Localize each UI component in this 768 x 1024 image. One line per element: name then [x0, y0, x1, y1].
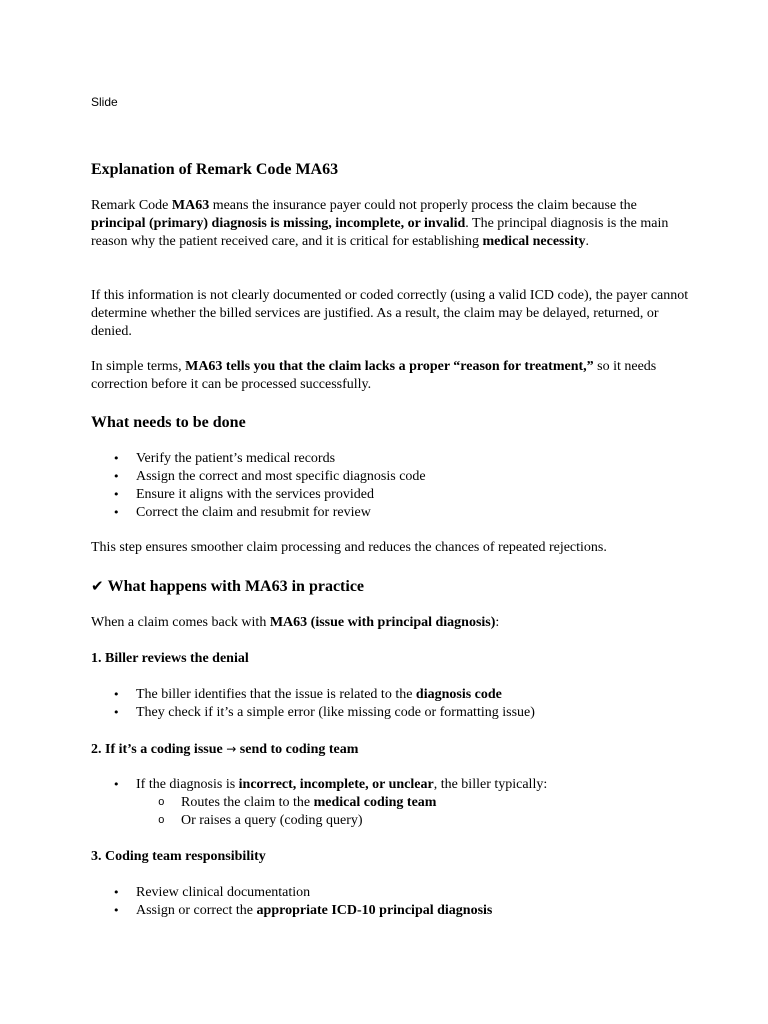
list-item: • Ensure it aligns with the services provided [91, 486, 711, 504]
what-needs-list [91, 450, 711, 522]
step1-heading: 1. Biller reviews the denial [91, 651, 249, 666]
intro-paragraph [91, 197, 691, 251]
step3-list [91, 884, 711, 920]
step3-item2-text: Assign or correct the [136, 903, 257, 918]
intro-bold-diagnosis: principal (primary) diagnosis is missing, incomplete, or invalid [91, 216, 466, 231]
step2-sub1-bold: medical coding team [313, 795, 437, 810]
list-item: • Verify the patient’s medical records [91, 450, 711, 468]
step2-heading-text-b: send to coding team [236, 742, 359, 757]
intro-text-1: Remark Code [91, 198, 172, 213]
step3-item2-bold: appropriate ICD-10 principal diagnosis [256, 903, 493, 918]
arrow-right-icon: → [226, 742, 237, 756]
documentation-paragraph: If this information is not clearly documented or coded correctly (using a valid ICD code), the payer cannot determine whether the billed services are justified. As a result, the claim may be delayed, returned, or denied. [91, 288, 689, 339]
list-item: • Correct the claim and resubmit for review [91, 504, 711, 522]
practice-heading [91, 576, 364, 597]
step3-heading: 3. Coding team responsibility [91, 849, 266, 864]
checkmark-icon: ✔ [91, 577, 104, 595]
list-item: • Assign the correct and most specific diagnosis code [91, 468, 711, 486]
intro-text-4: . [585, 234, 589, 249]
step2-sublist [136, 794, 711, 830]
intro-code: MA63 [171, 198, 210, 213]
practice-intro-text-2: : [495, 615, 500, 630]
step2-heading [91, 740, 358, 759]
step2-item1-bold: incorrect, incomplete, or unclear [238, 777, 434, 792]
list-item [91, 902, 711, 920]
step2-item1-text-1: If the diagnosis is [136, 777, 239, 792]
intro-bold-necessity: medical necessity [482, 234, 586, 249]
list-item [91, 686, 711, 704]
practice-intro-bold: MA63 (issue with principal diagnosis) [269, 615, 496, 630]
step1-item1-text: The biller identifies that the issue is related to the [136, 687, 416, 702]
step2-sub1-text: Routes the claim to the [181, 795, 314, 810]
slide-label: Slide [91, 95, 118, 109]
simple-terms-paragraph [91, 358, 691, 394]
step1-list [91, 686, 711, 722]
page-title: Explanation of Remark Code MA63 [91, 161, 339, 178]
list-item [91, 776, 711, 830]
intro-text-2: means the insurance payer could not properly process the claim because the [209, 198, 637, 213]
simple-text-2: so it needs correction before it can be processed successfully. [91, 359, 657, 392]
step1-item1-bold: diagnosis code [415, 687, 502, 702]
what-needs-heading: What needs to be done [91, 414, 246, 431]
list-item: • Review clinical documentation [91, 884, 711, 902]
step2-item1-text-2: , the biller typically: [433, 777, 548, 792]
practice-intro-text-1: When a claim comes back with [91, 615, 270, 630]
list-item: • They check if it’s a simple error (like missing code or formatting issue) [91, 704, 711, 722]
simple-bold: MA63 tells you that the claim lacks a proper “reason for treatment,” [185, 359, 594, 374]
sub-list-item [136, 794, 711, 812]
step2-heading-text-a: 2. If it’s a coding issue [91, 742, 227, 757]
smoother-processing-paragraph: This step ensures smoother claim processing and reduces the chances of repeated rejections. [91, 540, 607, 555]
practice-intro-paragraph [91, 614, 691, 632]
sub-list-item: o Or raises a query (coding query) [136, 812, 711, 830]
simple-text-1: In simple terms, [91, 359, 186, 374]
practice-heading-text: What happens with MA63 in practice [107, 578, 365, 595]
intro-text-3: . The principal diagnosis is the main reason why the patient received care, and it is critical for establishing [91, 216, 669, 249]
step2-list [91, 776, 711, 830]
